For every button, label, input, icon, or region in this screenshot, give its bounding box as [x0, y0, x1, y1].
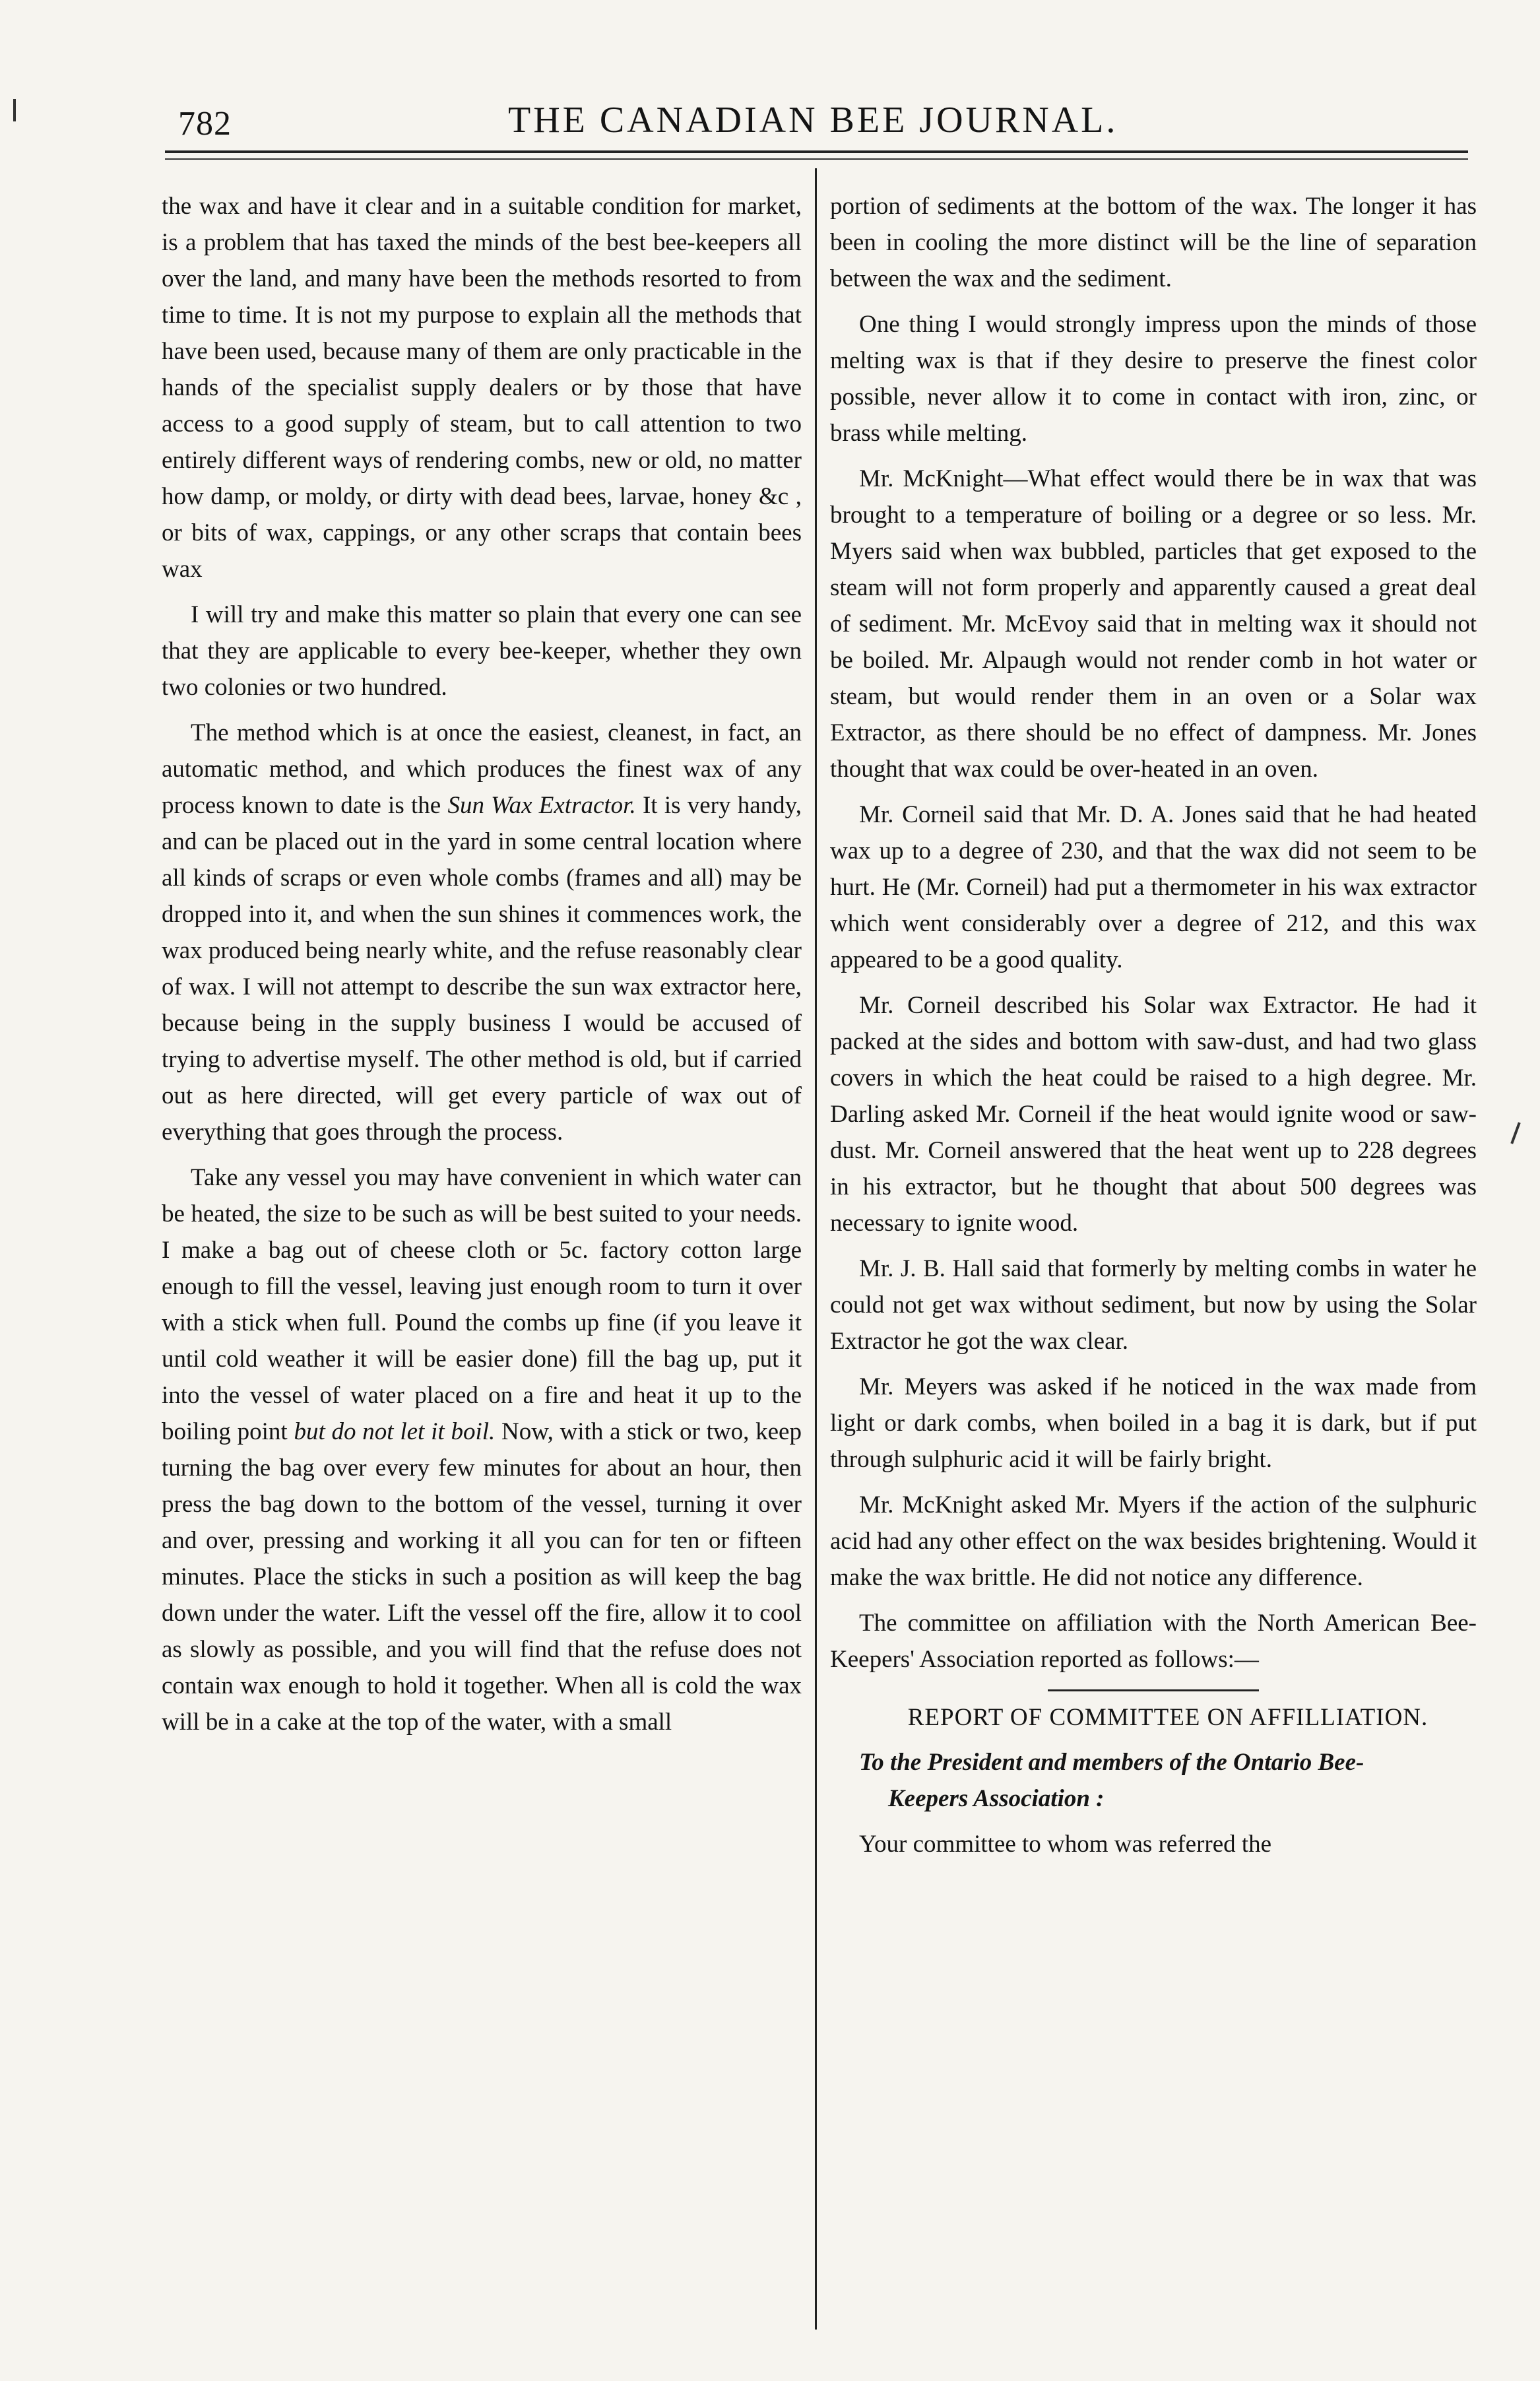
column-divider	[815, 168, 817, 2330]
scan-edge-mark	[13, 99, 16, 121]
paragraph: the wax and have it clear and in a suitable condition for market, is a problem that has taxed the minds of the best bee-keepers all over the land, and many have been the methods resorted to from time to time. It is not my purpose to explain all the methods that have been used, because many of them are only practicable in the hands of the specialist supply dealers or by those that have access to a good supply of steam, but to call attention to two entirely different ways of rendering combs, new or old, no matter how damp, or moldy, or dirty with dead bees, larvae, honey &c , or bits of wax, cappings, or any other scraps that contain bees wax	[162, 193, 802, 583]
emphasis-text: Sun Wax Extractor.	[447, 792, 636, 819]
salutation-line: Keepers Association :	[888, 1785, 1105, 1812]
paragraph: Your committee to whom was referred the	[859, 1831, 1272, 1858]
paragraph: The committee on affiliation with the North American Bee-Keepers' Association reported as follows:—	[830, 1610, 1477, 1673]
paragraph: One thing I would strongly impress upon the minds of those melting wax is that if they desire to preserve the finest color possible, never allow it to come in contact with iron, zinc, or brass while melting.	[830, 311, 1477, 447]
text-run: The method which is at once the easiest, cleanest, in fact, an automatic method, and which produces the finest wax of any process known to date is the	[162, 719, 802, 819]
page-header	[165, 92, 1465, 158]
text-run: It is very handy, and can be placed out in the yard in some central location where all kinds of scraps or even whole combs (frames and all) may be dropped into it, and when the sun shines it commences work, the wax produced being nearly white, and the refuse reasonably clear of wax. I will not attempt to describe the sun wax extractor here, because being in the supply business I would be accused of trying to advertise myself. The other method is old, but if carried out as here directed, will get every particle of wax out of everything that goes through the process.	[162, 792, 802, 1146]
paragraph: Mr. J. B. Hall said that formerly by melting combs in water he could not get wax without sediment, but now by using the Solar Extractor he got the wax clear.	[830, 1255, 1477, 1355]
paragraph: portion of sediments at the bottom of the wax. The longer it has been in cooling the more distinct will be the line of separation between the wax and the sediment.	[830, 193, 1477, 292]
paragraph: Mr. Corneil said that Mr. D. A. Jones said that he had heated wax up to a degree of 230, and that the wax did not seem to be hurt. He (Mr. Corneil) had put a thermometer in his wax extractor which went considerably over a degree of 212, and this wax appeared to be a good quality.	[830, 801, 1477, 973]
paragraph: I will try and make this matter so plain that every one can see that they are applicable to every bee-keeper, whether they own two colonies or two hundred.	[162, 601, 802, 701]
journal-title: THE CANADIAN BEE JOURNAL.	[508, 100, 1118, 141]
paragraph	[162, 1159, 802, 1740]
scan-edge-mark	[1510, 1122, 1520, 1144]
salutation-line: To the President and members of the Ontario Bee-	[859, 1749, 1364, 1776]
paragraph: Mr. McKnight asked Mr. Myers if the action of the sulphuric acid had any other effect on the wax besides brightening. Would it make the wax brittle. He did not notice any difference.	[830, 1491, 1477, 1591]
paragraph	[162, 715, 802, 1150]
paragraph: Mr. Meyers was asked if he noticed in the wax made from light or dark combs, when boiled in a bag it is dark, but if put through sulphuric acid it will be fairly bright.	[830, 1373, 1477, 1473]
header-rule-thin	[165, 158, 1468, 160]
salutation	[830, 1744, 1477, 1817]
emphasis-text: but do not let it boil.	[294, 1418, 496, 1445]
text-run: Now, with a stick or two, keep turning the bag over every few minutes for about an hour, then press the bag down to the bottom of the vessel, turning it over and over, pressing and working it all you can for ten or fifteen minutes. Place the sticks in such a position as will keep the bag down under the water. Lift the vessel off the fire, allow it to cool as slowly as possible, and you will find that the refuse does not contain wax enough to hold it together. When all is cold the wax will be in a cake at the top of the water, with a small	[162, 1418, 802, 1736]
left-column	[162, 188, 802, 1749]
header-rule	[165, 150, 1468, 153]
text-run: Take any vessel you may have convenient in which water can be heated, the size to be such as will be best suited to your needs. I make a bag out of cheese cloth or 5c. factory cotton large enough to fill the vessel, leaving just enough room to turn it over with a stick when full. Pound the combs up fine (if you leave it until cold weather it will be easier done) fill the bag up, put it into the vessel of water placed on a fire and heat it up to the boiling point	[162, 1164, 802, 1445]
report-heading: REPORT OF COMMITTEE ON AFFILLIATION.	[907, 1704, 1428, 1731]
paragraph: Mr. McKnight—What effect would there be in wax that was brought to a temperature of boiling or a degree or so less. Mr. Myers said when wax bubbled, particles that get exposed to the steam will not form properly and apparently caused a great deal of sediment. Mr. McEvoy said that in melting wax it should not be boiled. Mr. Alpaugh would not render comb in hot water or steam, but would render them in an oven or a Solar wax Extractor, as there should be no effect of dampness. Mr. Jones thought that wax could be over-heated in an oven.	[830, 465, 1477, 783]
section-rule	[1048, 1689, 1259, 1691]
right-column	[830, 188, 1477, 1872]
paragraph: Mr. Corneil described his Solar wax Extractor. He had it packed at the sides and bottom with saw-dust, and had two glass covers in which the heat could be raised to a high degree. Mr. Darling asked Mr. Corneil if the heat would ignite wood or saw-dust. Mr. Corneil answered that the heat went up to 228 degrees in his extractor, but he thought that about 500 degrees was necessary to ignite wood.	[830, 992, 1477, 1237]
page-number: 782	[178, 105, 232, 143]
